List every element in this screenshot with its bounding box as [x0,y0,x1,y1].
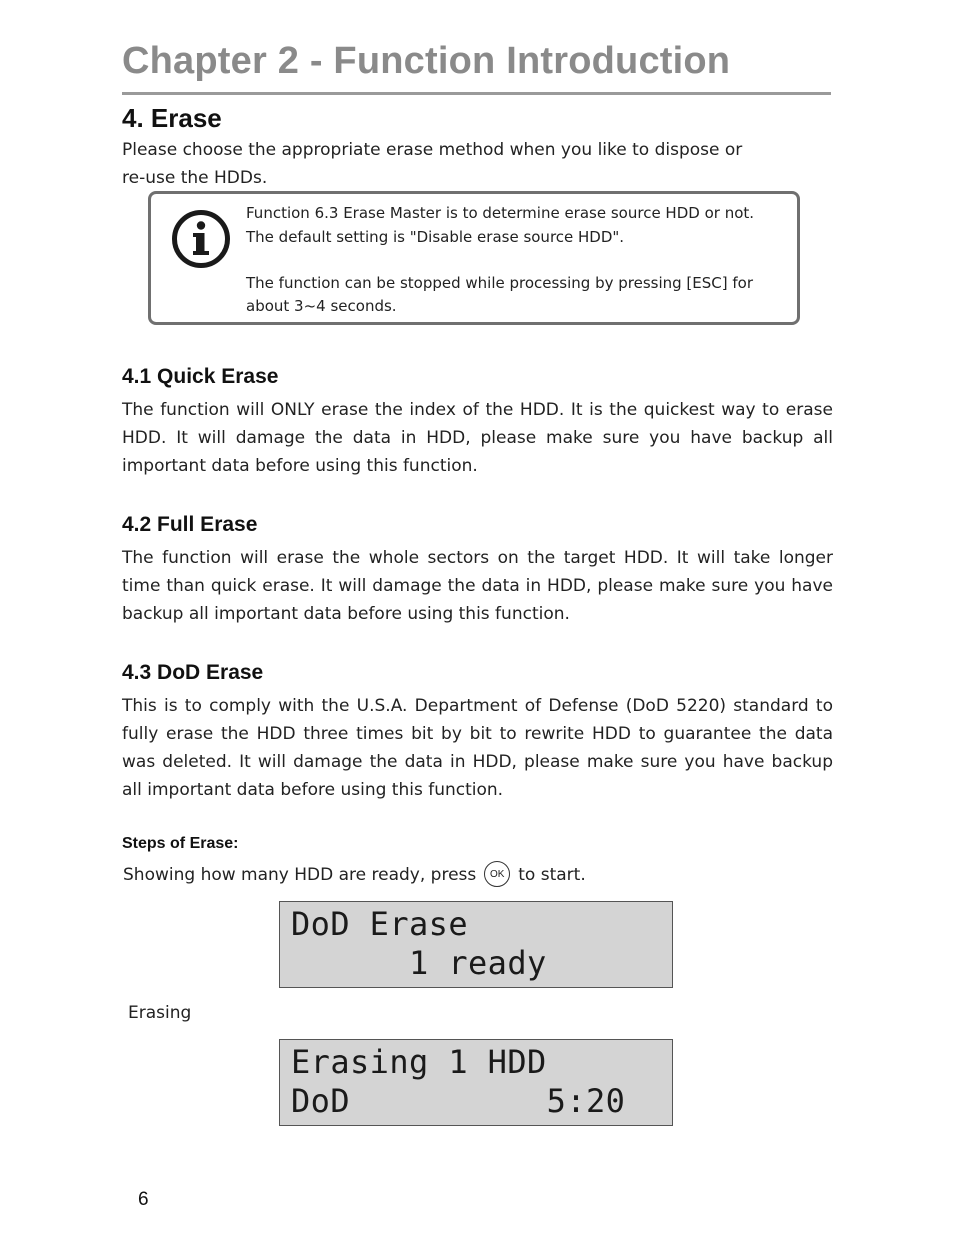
chapter-title: Chapter 2 - Function Introduction [122,40,731,82]
lcd-line-2: 1 ready [291,944,547,982]
heading-dod-erase: 4.3 DoD Erase [122,661,264,684]
lcd-line-1: Erasing 1 HDD [291,1043,547,1081]
steps-text-after: to start. [518,865,586,885]
quick-erase-paragraph: The function will ONLY erase the index of the HDD. It is the quickest way to erase HDD. It will damage the data in HDD, please make sure you have backup all important data before using this function. [122,400,833,476]
steps-text-before: Showing how many HDD are ready, press [123,865,477,885]
page-number: 6 [138,1189,149,1210]
erasing-label: Erasing [128,1003,192,1023]
lcd-line-1: DoD Erase [291,905,468,943]
dod-erase-paragraph: This is to comply with the U.S.A. Department of Defense (DoD 5220) standard to fully erase the HDD three times bit by bit to rewrite HDD to guarantee the data was deleted. It will damage the data in HDD, please make sure you have backup all important data before using this function. [122,696,833,800]
lcd-display-erasing [279,1039,673,1126]
notice-line-2: The default setting is "Disable erase source HDD". [246,228,625,246]
lcd-line-2: DoD 5:20 [291,1082,626,1120]
intro-line-1: Please choose the appropriate erase method when you like to dispose or [122,140,743,160]
section-heading-erase: 4. Erase [122,103,222,133]
steps-label: Steps of Erase: [122,835,239,852]
info-icon [171,209,231,269]
notice-line-1: Function 6.3 Erase Master is to determine erase source HDD or not. [246,204,755,222]
heading-full-erase: 4.2 Full Erase [122,513,258,536]
notice-line-4: about 3~4 seconds. [246,297,397,315]
chapter-divider [122,92,831,95]
intro-line-2: re-use the HDDs. [122,168,268,188]
steps-instruction [123,861,586,889]
heading-quick-erase: 4.1 Quick Erase [122,365,279,388]
notice-line-3: The function can be stopped while processing by pressing [ESC] for [246,274,754,292]
intro-paragraph [122,136,782,192]
ok-button-icon: OK [484,861,510,887]
lcd-display-dod-ready [279,901,673,988]
full-erase-paragraph: The function will erase the whole sectors on the target HDD. It will take longer time than quick erase. It will damage the data in HDD, please make sure you have backup all important data before using this function. [122,548,833,624]
